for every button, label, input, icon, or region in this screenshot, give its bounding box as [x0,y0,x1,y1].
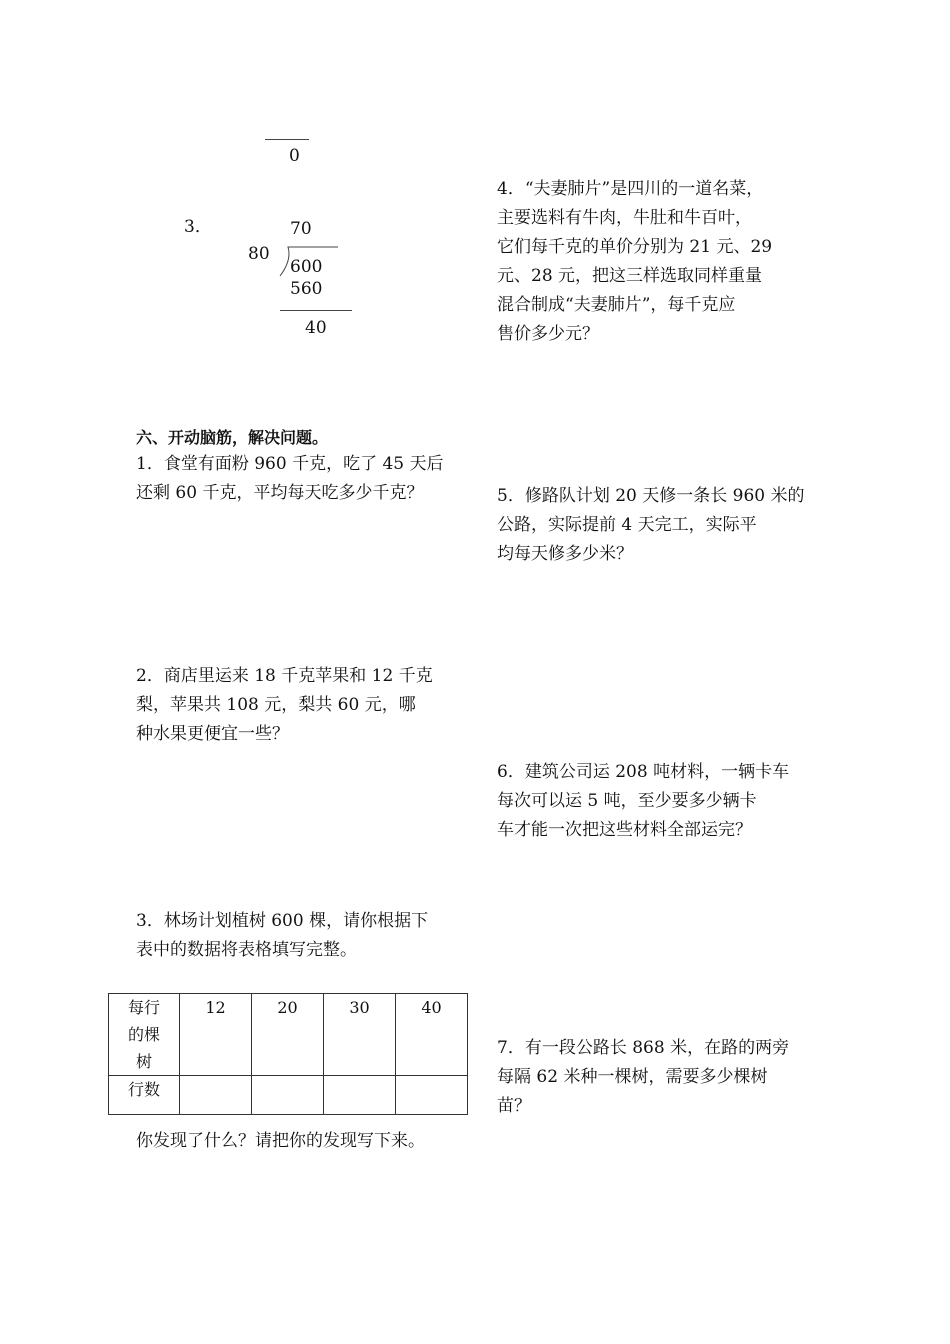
division-3-remainder: 40 [305,318,327,338]
problem-6 [497,758,859,845]
table-cell: 20 [252,994,324,1076]
division-3-divisor: 80 [248,244,270,264]
table-cell: 40 [396,994,468,1076]
table-header-rows: 行数 [109,1076,180,1115]
table-header-line: 每行 [127,998,160,1017]
problem-4 [497,175,849,349]
problem-3-line: 3．林场计划植树 600 棵，请你根据下 [136,911,429,931]
table-cell-empty [180,1076,252,1115]
problem-1 [136,450,476,508]
division-3-quotient: 70 [290,219,312,239]
problem-4-line: 售价多少元？ [497,324,599,344]
problem-4-line: 4．“夫妻肺片”是四川的一道名菜， [497,179,764,199]
section-title: 六、开动脑筋，解决问题。 [136,428,329,447]
problem-3-line: 表中的数据将表格填写完整。 [136,940,357,960]
table-row [109,994,468,1076]
tree-table [108,993,468,1115]
division-top-remainder: 0 [289,146,300,166]
table-header-line: 的棵 [127,1025,160,1044]
problem-5-line: 公路，实际提前 4 天完工，实际平 [497,515,757,535]
problem-4-line: 混合制成“夫妻肺片”，每千克应 [497,295,736,315]
problem-4-line: 它们每千克的单价分别为 21 元、29 [497,237,773,257]
table-cell-empty [324,1076,396,1115]
problem-5-line: 5．修路队计划 20 天修一条长 960 米的 [497,486,805,506]
problem-7 [497,1034,859,1121]
table-cell-empty [252,1076,324,1115]
problem-4-line: 主要选料有牛肉，牛肚和牛百叶， [497,208,752,228]
problem-2-line: 种水果更便宜一些？ [136,724,289,744]
division-3-rule [280,310,352,311]
problem-2-line: 梨，苹果共 108 元，梨共 60 元，哪 [136,695,416,715]
table-header-line: 树 [135,1052,152,1071]
problem-7-line: 7．有一段公路长 868 米，在路的两旁 [497,1038,790,1058]
problem-3-note: 你发现了什么？请把你的发现写下来。 [136,1131,425,1151]
table-row [109,1076,468,1115]
table-cell: 12 [180,994,252,1076]
problem-2 [136,662,498,749]
problem-4-line: 元、28 元，把这三样选取同样重量 [497,266,763,286]
problem-5-line: 均每天修多少米？ [497,544,633,564]
problem-6-line: 6．建筑公司运 208 吨材料，一辆卡车 [497,762,790,782]
problem-7-line: 每隔 62 米种一棵树，需要多少棵树 [497,1067,768,1087]
problem-5 [497,482,859,569]
problem-2-line: 2．商店里运来 18 千克苹果和 12 千克 [136,666,433,686]
division-3-product: 560 [290,279,323,299]
problem-3 [136,907,498,965]
problem-6-line: 车才能一次把这些材料全部运完？ [497,820,752,840]
division-3-label: 3． [184,217,212,237]
problem-1-line: 还剩 60 千克，平均每天吃多少千克？ [136,483,424,503]
division-3-dividend: 600 [290,257,323,277]
table-header-trees-per-row [109,994,180,1076]
problem-6-line: 每次可以运 5 吨，至少要多少辆卡 [497,791,757,811]
division-top-rule [265,139,309,140]
table-cell: 30 [324,994,396,1076]
problem-1-line: 1．食堂有面粉 960 千克，吃了 45 天后 [136,454,444,474]
problem-7-line: 苗？ [497,1096,531,1116]
table-cell-empty [396,1076,468,1115]
